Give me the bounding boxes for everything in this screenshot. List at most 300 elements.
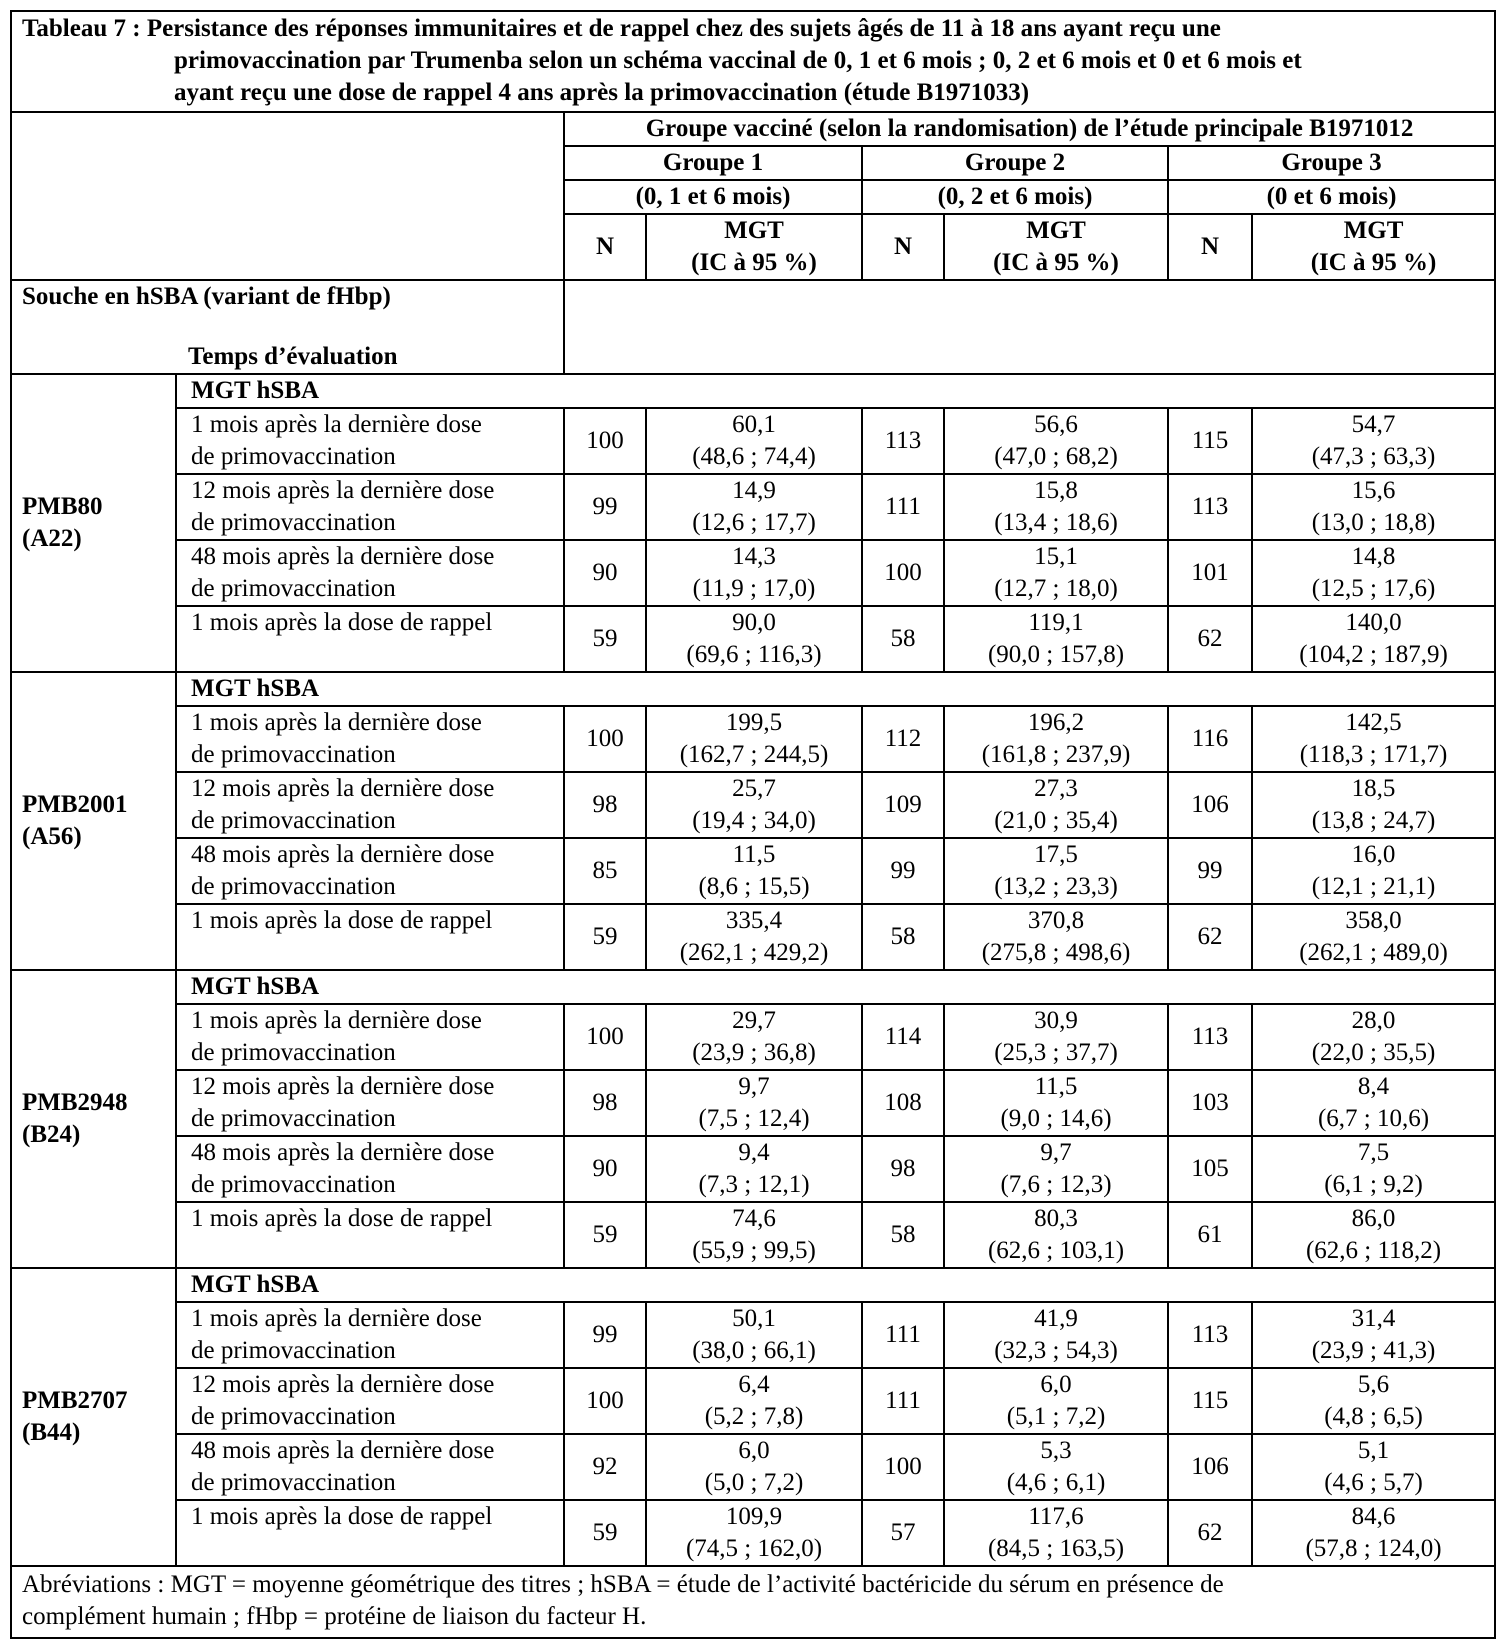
gmt-value (1252, 1302, 1495, 1368)
n-value: 105 (1168, 1136, 1252, 1202)
n-value: 61 (1168, 1202, 1252, 1268)
time-label-line: de primovaccination (191, 873, 396, 900)
gmt-point: 84,6 (1351, 1503, 1396, 1530)
group-1-name: Groupe 1 (564, 146, 862, 180)
gmt-ci: (32,3 ; 54,3) (994, 1337, 1118, 1364)
gmt-point: 6,0 (738, 1437, 770, 1464)
gmt-ci: (4,6 ; 6,1) (1006, 1469, 1106, 1496)
gmt-ci: (162,7 ; 244,5) (679, 741, 829, 768)
time-label (176, 540, 564, 606)
gmt-point: 117,6 (1028, 1503, 1084, 1530)
strain-subheader: MGT hSBA (176, 672, 1495, 706)
time-label (176, 1004, 564, 1070)
gmt-point: 17,5 (1034, 841, 1078, 868)
gmt-point: 370,8 (1027, 907, 1085, 934)
group-2-n-header: N (862, 214, 944, 280)
gmt-point: 56,6 (1034, 411, 1078, 438)
gmt-ci: (62,6 ; 103,1) (987, 1237, 1125, 1264)
mgt-header-line-1: MGT (1026, 217, 1086, 244)
mgt-header-line-2: (IC à 95 %) (691, 249, 817, 276)
gmt-value (646, 540, 862, 606)
n-value: 100 (862, 540, 944, 606)
gmt-value (646, 772, 862, 838)
n-value: 99 (564, 1302, 646, 1368)
time-label (176, 408, 564, 474)
mgt-header-line-2: (IC à 95 %) (1310, 249, 1437, 276)
time-label (176, 1434, 564, 1500)
strain-name-line: (B24) (22, 1121, 81, 1148)
n-value: 113 (1168, 1302, 1252, 1368)
time-label-line: 12 mois après la dernière dose (191, 775, 495, 802)
strain-subheader-row (11, 672, 1495, 706)
n-value: 101 (1168, 540, 1252, 606)
strain-name (11, 374, 176, 672)
strain-subheader: MGT hSBA (176, 374, 1495, 408)
gmt-point: 60,1 (732, 411, 776, 438)
strain-subheader-row (11, 374, 1495, 408)
gmt-value (944, 706, 1168, 772)
table-row (11, 772, 1495, 838)
gmt-ci: (38,0 ; 66,1) (692, 1337, 816, 1364)
n-value: 85 (564, 838, 646, 904)
gmt-value (646, 706, 862, 772)
gmt-ci: (7,6 ; 12,3) (1000, 1171, 1112, 1198)
gmt-point: 80,3 (1034, 1205, 1078, 1232)
n-value: 113 (862, 408, 944, 474)
gmt-ci: (13,0 ; 18,8) (1311, 509, 1436, 536)
time-label-line: de primovaccination (191, 1171, 396, 1198)
n-value: 62 (1168, 904, 1252, 970)
n-value: 106 (1168, 772, 1252, 838)
time-label-line: de primovaccination (191, 1105, 396, 1132)
gmt-value (944, 1136, 1168, 1202)
gmt-point: 16,0 (1351, 841, 1396, 868)
row-header-time: Temps d’évaluation (188, 343, 398, 370)
gmt-point: 11,5 (732, 841, 776, 868)
gmt-value (1252, 1136, 1495, 1202)
table-row (11, 408, 1495, 474)
time-label-line: 48 mois après la dernière dose (191, 841, 495, 868)
gmt-value (1252, 606, 1495, 672)
table-caption (11, 11, 1495, 112)
gmt-point: 335,4 (725, 907, 783, 934)
n-value: 106 (1168, 1434, 1252, 1500)
time-label-line: de primovaccination (191, 443, 396, 470)
table-row (11, 474, 1495, 540)
gmt-ci: (13,8 ; 24,7) (1311, 807, 1436, 834)
gmt-point: 86,0 (1351, 1205, 1396, 1232)
gmt-point: 9,7 (738, 1073, 770, 1100)
time-label-line: 1 mois après la dose de rappel (191, 907, 493, 934)
time-label-line: 12 mois après la dernière dose (191, 1371, 495, 1398)
strain-name-line: (A56) (22, 823, 82, 850)
gmt-point: 41,9 (1034, 1305, 1078, 1332)
time-label-line: de primovaccination (191, 575, 396, 602)
gmt-ci: (9,0 ; 14,6) (1000, 1105, 1112, 1132)
n-value: 115 (1168, 1368, 1252, 1434)
row-header-strain: Souche en hSBA (variant de fHbp) (22, 283, 391, 310)
n-value: 100 (564, 706, 646, 772)
gmt-ci: (47,0 ; 68,2) (994, 443, 1118, 470)
table-row (11, 1302, 1495, 1368)
n-value: 98 (564, 1070, 646, 1136)
results-table (10, 10, 1496, 1639)
row-header (11, 280, 564, 374)
gmt-point: 5,1 (1357, 1437, 1390, 1464)
gmt-value (646, 474, 862, 540)
gmt-ci: (21,0 ; 35,4) (994, 807, 1118, 834)
n-value: 99 (564, 474, 646, 540)
gmt-point: 199,5 (725, 709, 783, 736)
time-label (176, 474, 564, 540)
gmt-point: 6,4 (738, 1371, 770, 1398)
gmt-value (944, 474, 1168, 540)
group-3-mgt-header (1252, 214, 1495, 280)
gmt-value (646, 1302, 862, 1368)
table-row (11, 838, 1495, 904)
gmt-ci: (69,6 ; 116,3) (686, 641, 822, 668)
gmt-value (1252, 1202, 1495, 1268)
gmt-point: 15,1 (1034, 543, 1078, 570)
time-label (176, 1070, 564, 1136)
gmt-point: 7,5 (1357, 1139, 1390, 1166)
gmt-ci: (262,1 ; 489,0) (1299, 939, 1448, 966)
gmt-ci: (12,1 ; 21,1) (1311, 873, 1436, 900)
table-row (11, 904, 1495, 970)
caption-line-2: primovaccination par Trumenba selon un schéma vaccinal de 0, 1 et 6 mois ; 0, 2 et 6 mois et 0 et 6 mois et (174, 47, 1302, 74)
gmt-value (1252, 1500, 1495, 1566)
gmt-value (944, 1202, 1168, 1268)
time-label (176, 1136, 564, 1202)
gmt-value (1252, 1368, 1495, 1434)
gmt-ci: (47,3 ; 63,3) (1311, 443, 1436, 470)
n-value: 115 (1168, 408, 1252, 474)
gmt-ci: (6,7 ; 10,6) (1317, 1105, 1430, 1132)
n-value: 113 (1168, 474, 1252, 540)
gmt-ci: (13,2 ; 23,3) (994, 873, 1118, 900)
time-label-line: 12 mois après la dernière dose (191, 1073, 495, 1100)
group-3-schedule: (0 et 6 mois) (1168, 180, 1495, 214)
time-label (176, 1302, 564, 1368)
n-value: 98 (862, 1136, 944, 1202)
abbreviations-row (11, 1566, 1495, 1638)
gmt-ci: (84,5 ; 163,5) (987, 1535, 1125, 1562)
time-label-line: 1 mois après la dernière dose (191, 411, 482, 438)
gmt-value (646, 606, 862, 672)
time-label-line: de primovaccination (191, 807, 396, 834)
gmt-value (646, 1202, 862, 1268)
gmt-ci: (5,0 ; 7,2) (704, 1469, 804, 1496)
gmt-point: 15,8 (1034, 477, 1078, 504)
gmt-point: 14,8 (1351, 543, 1396, 570)
gmt-value (1252, 1004, 1495, 1070)
gmt-value (944, 772, 1168, 838)
gmt-ci: (104,2 ; 187,9) (1299, 641, 1448, 668)
gmt-ci: (11,9 ; 17,0) (692, 575, 816, 602)
strain-name (11, 1268, 176, 1566)
time-label-line: de primovaccination (191, 1469, 396, 1496)
gmt-point: 109,9 (725, 1503, 783, 1530)
strain-name (11, 672, 176, 970)
gmt-point: 358,0 (1345, 907, 1402, 934)
table-row (11, 1368, 1495, 1434)
row-header-row (11, 280, 1495, 374)
time-label (176, 706, 564, 772)
gmt-ci: (74,5 ; 162,0) (685, 1535, 823, 1562)
strain-name (11, 970, 176, 1268)
n-value: 90 (564, 540, 646, 606)
group-1-schedule: (0, 1 et 6 mois) (564, 180, 862, 214)
n-value: 57 (862, 1500, 944, 1566)
gmt-point: 90,0 (732, 609, 776, 636)
abbreviations-line-2: complément humain ; fHbp = protéine de liaison du facteur H. (22, 1603, 647, 1630)
n-value: 116 (1168, 706, 1252, 772)
n-value: 99 (1168, 838, 1252, 904)
table-row (11, 1070, 1495, 1136)
group-1-mgt-header (646, 214, 862, 280)
n-value: 114 (862, 1004, 944, 1070)
gmt-ci: (25,3 ; 37,7) (994, 1039, 1118, 1066)
gmt-point: 14,9 (732, 477, 776, 504)
gmt-ci: (12,5 ; 17,6) (1311, 575, 1436, 602)
gmt-ci: (57,8 ; 124,0) (1305, 1535, 1442, 1562)
gmt-value (944, 1004, 1168, 1070)
gmt-value (944, 1302, 1168, 1368)
gmt-value (1252, 1070, 1495, 1136)
gmt-point: 15,6 (1351, 477, 1396, 504)
table-row (11, 1004, 1495, 1070)
n-value: 62 (1168, 1500, 1252, 1566)
group-1-n-header: N (564, 214, 646, 280)
header-corner (11, 112, 564, 280)
gmt-value (944, 1434, 1168, 1500)
gmt-ci: (13,4 ; 18,6) (994, 509, 1118, 536)
time-label-line: de primovaccination (191, 741, 396, 768)
gmt-value (1252, 474, 1495, 540)
group-3-n-header: N (1168, 214, 1252, 280)
gmt-value (646, 838, 862, 904)
gmt-point: 8,4 (1357, 1073, 1390, 1100)
strain-name-line: (A22) (22, 525, 82, 552)
gmt-ci: (22,0 ; 35,5) (1311, 1039, 1436, 1066)
n-value: 112 (862, 706, 944, 772)
mgt-header-line-1: MGT (1343, 217, 1404, 244)
gmt-ci: (262,1 ; 429,2) (679, 939, 829, 966)
time-label-line: de primovaccination (191, 1403, 396, 1430)
time-label-line: 1 mois après la dose de rappel (191, 1205, 493, 1232)
gmt-point: 31,4 (1351, 1305, 1396, 1332)
time-label (176, 1500, 564, 1566)
time-label (176, 772, 564, 838)
n-value: 111 (862, 1302, 944, 1368)
time-label-line: de primovaccination (191, 1039, 396, 1066)
gmt-ci: (8,6 ; 15,5) (698, 873, 810, 900)
gmt-value (646, 1136, 862, 1202)
strain-subheader: MGT hSBA (176, 970, 1495, 1004)
caption-line-1: Persistance des réponses immunitaires et de rappel chez des sujets âgés de 11 à 18 ans ayant reçu une (146, 15, 1221, 42)
time-label-line: de primovaccination (191, 1337, 396, 1364)
time-label-line: 1 mois après la dernière dose (191, 709, 482, 736)
n-value: 58 (862, 904, 944, 970)
gmt-value (646, 1004, 862, 1070)
abbreviations-line-1: Abréviations : MGT = moyenne géométrique des titres ; hSBA = étude de l’activité bactéricide du sérum en présence de (22, 1571, 1224, 1598)
n-value: 92 (564, 1434, 646, 1500)
n-value: 99 (862, 838, 944, 904)
gmt-value (1252, 772, 1495, 838)
gmt-point: 11,5 (1034, 1073, 1078, 1100)
gmt-ci: (275,8 ; 498,6) (981, 939, 1131, 966)
strain-name-line: PMB2948 (22, 1089, 128, 1116)
gmt-point: 50,1 (732, 1305, 776, 1332)
gmt-value (944, 540, 1168, 606)
strain-subheader-row (11, 970, 1495, 1004)
n-value: 58 (862, 606, 944, 672)
n-value: 103 (1168, 1070, 1252, 1136)
gmt-value (646, 408, 862, 474)
time-label-line: 48 mois après la dernière dose (191, 543, 495, 570)
row-header-blank (564, 280, 1495, 374)
gmt-ci: (4,6 ; 5,7) (1324, 1469, 1423, 1496)
n-value: 111 (862, 1368, 944, 1434)
strain-name-line: PMB2001 (22, 791, 128, 818)
gmt-point: 30,9 (1034, 1007, 1078, 1034)
gmt-point: 14,3 (732, 543, 776, 570)
n-value: 113 (1168, 1004, 1252, 1070)
n-value: 100 (564, 1004, 646, 1070)
gmt-ci: (161,8 ; 237,9) (981, 741, 1131, 768)
n-value: 58 (862, 1202, 944, 1268)
n-value: 62 (1168, 606, 1252, 672)
table-row (11, 1500, 1495, 1566)
gmt-point: 18,5 (1351, 775, 1396, 802)
gmt-value (1252, 706, 1495, 772)
gmt-point: 142,5 (1345, 709, 1402, 736)
table-row (11, 1136, 1495, 1202)
time-label-line: 48 mois après la dernière dose (191, 1139, 495, 1166)
gmt-point: 27,3 (1034, 775, 1078, 802)
gmt-point: 9,7 (1040, 1139, 1072, 1166)
gmt-value (1252, 1434, 1495, 1500)
gmt-point: 5,3 (1040, 1437, 1072, 1464)
group-2-schedule: (0, 2 et 6 mois) (862, 180, 1168, 214)
table-row (11, 606, 1495, 672)
gmt-ci: (23,9 ; 36,8) (692, 1039, 816, 1066)
group-3-name: Groupe 3 (1168, 146, 1495, 180)
gmt-value (646, 1500, 862, 1566)
gmt-value (646, 1368, 862, 1434)
table-row (11, 1202, 1495, 1268)
gmt-value (1252, 838, 1495, 904)
gmt-ci: (55,9 ; 99,5) (692, 1237, 816, 1264)
n-value: 100 (564, 408, 646, 474)
gmt-ci: (5,1 ; 7,2) (1006, 1403, 1106, 1430)
time-label-line: de primovaccination (191, 509, 396, 536)
mgt-header-line-1: MGT (724, 217, 784, 244)
n-value: 59 (564, 606, 646, 672)
gmt-ci: (118,3 ; 171,7) (1299, 741, 1448, 768)
time-label (176, 1202, 564, 1268)
time-label-line: 1 mois après la dernière dose (191, 1305, 482, 1332)
n-value: 108 (862, 1070, 944, 1136)
gmt-point: 25,7 (732, 775, 776, 802)
gmt-ci: (48,6 ; 74,4) (692, 443, 816, 470)
gmt-point: 28,0 (1351, 1007, 1396, 1034)
n-value: 109 (862, 772, 944, 838)
gmt-point: 54,7 (1351, 411, 1396, 438)
n-value: 59 (564, 904, 646, 970)
table-row (11, 706, 1495, 772)
group-title: Groupe vacciné (selon la randomisation) de l’étude principale B1971012 (564, 112, 1495, 146)
time-label (176, 606, 564, 672)
gmt-value (944, 1070, 1168, 1136)
gmt-point: 119,1 (1028, 609, 1084, 636)
group-2-mgt-header (944, 214, 1168, 280)
caption-row (11, 11, 1495, 112)
n-value: 90 (564, 1136, 646, 1202)
gmt-value (944, 408, 1168, 474)
gmt-ci: (12,7 ; 18,0) (994, 575, 1118, 602)
table-row (11, 1434, 1495, 1500)
gmt-value (944, 1500, 1168, 1566)
gmt-ci: (7,3 ; 12,1) (698, 1171, 810, 1198)
gmt-ci: (7,5 ; 12,4) (698, 1105, 810, 1132)
mgt-header-line-2: (IC à 95 %) (993, 249, 1119, 276)
caption-line-3: ayant reçu une dose de rappel 4 ans après la primovaccination (étude B1971033) (174, 79, 1030, 106)
n-value: 59 (564, 1500, 646, 1566)
gmt-value (1252, 540, 1495, 606)
abbreviations (11, 1566, 1495, 1638)
gmt-ci: (6,1 ; 9,2) (1324, 1171, 1423, 1198)
n-value: 59 (564, 1202, 646, 1268)
gmt-value (1252, 408, 1495, 474)
strain-name-line: (B44) (22, 1419, 81, 1446)
time-label (176, 1368, 564, 1434)
n-value: 98 (564, 772, 646, 838)
gmt-ci: (4,8 ; 6,5) (1324, 1403, 1423, 1430)
n-value: 100 (564, 1368, 646, 1434)
n-value: 100 (862, 1434, 944, 1500)
gmt-ci: (5,2 ; 7,8) (704, 1403, 804, 1430)
strain-name-line: PMB2707 (22, 1387, 128, 1414)
n-value: 111 (862, 474, 944, 540)
gmt-point: 74,6 (732, 1205, 776, 1232)
time-label (176, 838, 564, 904)
time-label-line: 48 mois après la dernière dose (191, 1437, 495, 1464)
gmt-value (944, 606, 1168, 672)
gmt-ci: (62,6 ; 118,2) (1305, 1237, 1442, 1264)
gmt-value (646, 904, 862, 970)
gmt-point: 196,2 (1027, 709, 1085, 736)
time-label-line: 1 mois après la dernière dose (191, 1007, 482, 1034)
gmt-point: 140,0 (1345, 609, 1402, 636)
gmt-value (944, 1368, 1168, 1434)
time-label-line: 12 mois après la dernière dose (191, 477, 495, 504)
gmt-point: 5,6 (1357, 1371, 1390, 1398)
strain-subheader: MGT hSBA (176, 1268, 1495, 1302)
gmt-value (646, 1070, 862, 1136)
gmt-ci: (19,4 ; 34,0) (692, 807, 816, 834)
table-row (11, 540, 1495, 606)
gmt-point: 6,0 (1040, 1371, 1072, 1398)
time-label (176, 904, 564, 970)
gmt-point: 29,7 (732, 1007, 776, 1034)
time-label-line: 1 mois après la dose de rappel (191, 1503, 493, 1530)
gmt-value (944, 838, 1168, 904)
caption-label: Tableau 7 : (22, 15, 141, 42)
gmt-ci: (90,0 ; 157,8) (987, 641, 1125, 668)
gmt-ci: (12,6 ; 17,7) (692, 509, 816, 536)
time-label-line: 1 mois après la dose de rappel (191, 609, 493, 636)
